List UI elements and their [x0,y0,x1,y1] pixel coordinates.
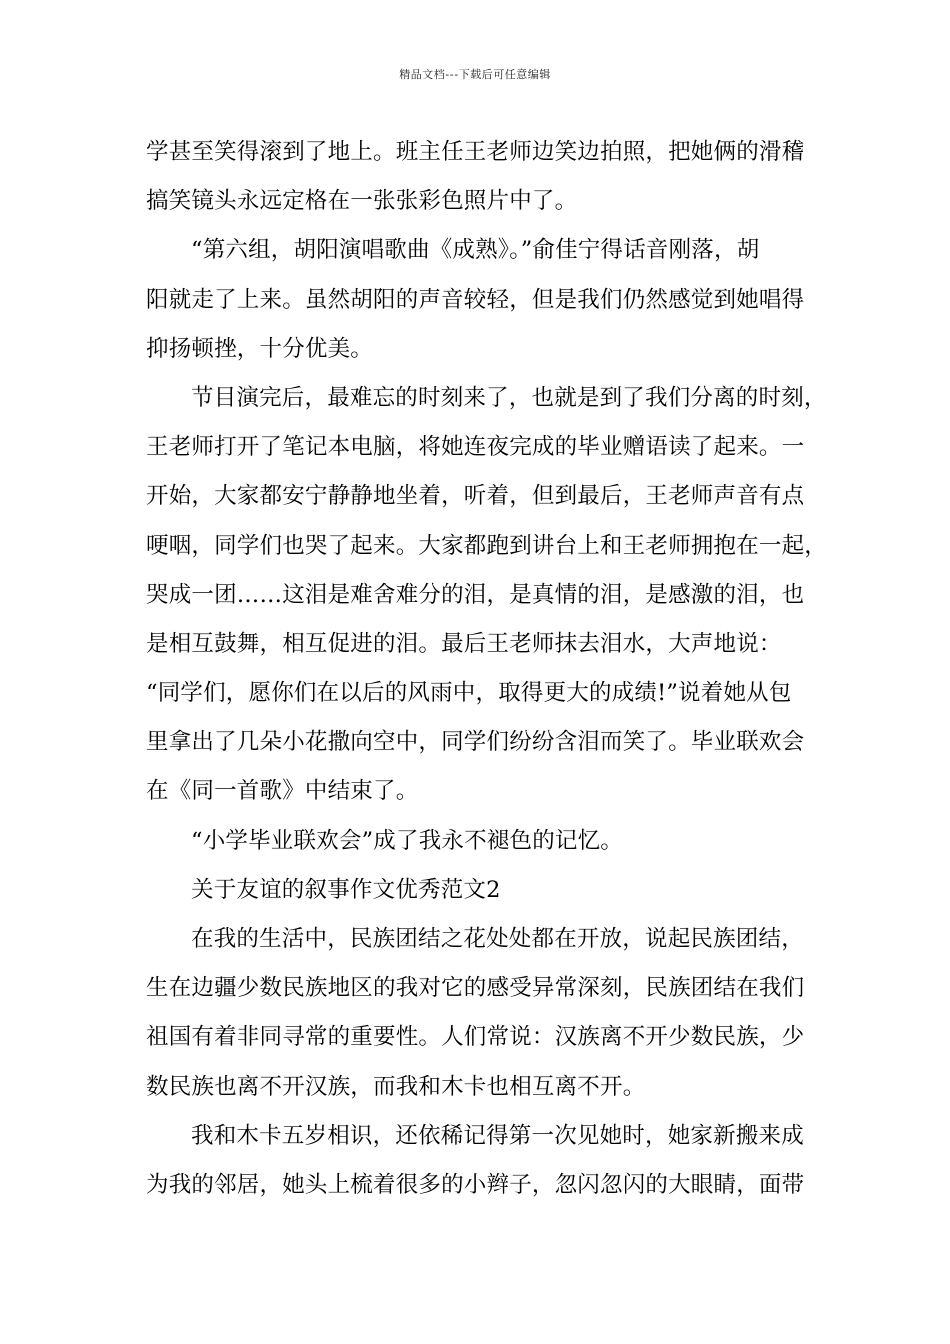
text-line: 是相互鼓舞，相互促进的泪。最后王老师抹去泪水，大声地说： [146,630,782,657]
text-line: 在我的生活中，民族团结之花处处都在开放，说起民族团结， [191,926,804,952]
text-line: 在《同一首歌》中结束了。 [146,778,419,805]
text-line: “第六组，胡阳演唱歌曲《成熟》。”俞佳宁得话音刚落，胡 [191,237,760,264]
text-line: 开始，大家都安宁静静地坐着，听着，但到最后，王老师声音有点 [146,483,805,510]
text-line: 阳就走了上来。虽然胡阳的声音较轻，但是我们仍然感觉到她唱得 [146,286,805,313]
text-line: 里拿出了几朵小花撒向空中，同学们纷纷含泪而笑了。毕业联欢会 [146,729,805,756]
text-line: 生在边疆少数民族地区的我对它的感受异常深刻，民族团结在我们 [146,975,805,1002]
text-line: 关于友谊的叙事作文优秀范文2 [191,876,501,903]
text-line: 王老师打开了笔记本电脑，将她连夜完成的毕业赠语读了起来。一 [146,434,805,461]
text-line: 数民族也离不开汉族，而我和木卡也相互离不开。 [146,1073,646,1100]
text-line: 哽咽，同学们也哭了起来。大家都跑到讲台上和王老师拥抱在一起， [146,532,828,559]
page-header: 精品文档---下载后可任意编辑 [399,68,551,81]
text-line: 节目演完后，最难忘的时刻来了，也就是到了我们分离的时刻， [191,384,827,411]
text-line: “小学毕业联欢会”成了我永不褪色的记忆。 [191,827,624,854]
text-line: “同学们，愿你们在以后的风雨中，取得更大的成绩!”说着她从包 [146,680,792,707]
text-line: 祖国有着非同寻常的重要性。人们常说：汉族离不开少数民族，少 [146,1024,805,1051]
document-body [146,132,828,1214]
text-line: 为我的邻居，她头上梳着很多的小辫子，忽闪忽闪的大眼睛，面带 [146,1171,805,1198]
text-line: 搞笑镜头永远定格在一张张彩色照片中了。 [146,188,578,215]
text-line: 哭成一团……这泪是难舍难分的泪，是真情的泪，是感激的泪，也 [146,581,805,608]
text-line: 学甚至笑得滚到了地上。班主任王老师边笑边拍照，把她俩的滑稽 [146,139,805,165]
text-line: 抑扬顿挫，十分优美。 [146,335,374,362]
text-line: 我和木卡五岁相识，还依稀记得第一次见她时，她家新搬来成 [191,1122,804,1149]
